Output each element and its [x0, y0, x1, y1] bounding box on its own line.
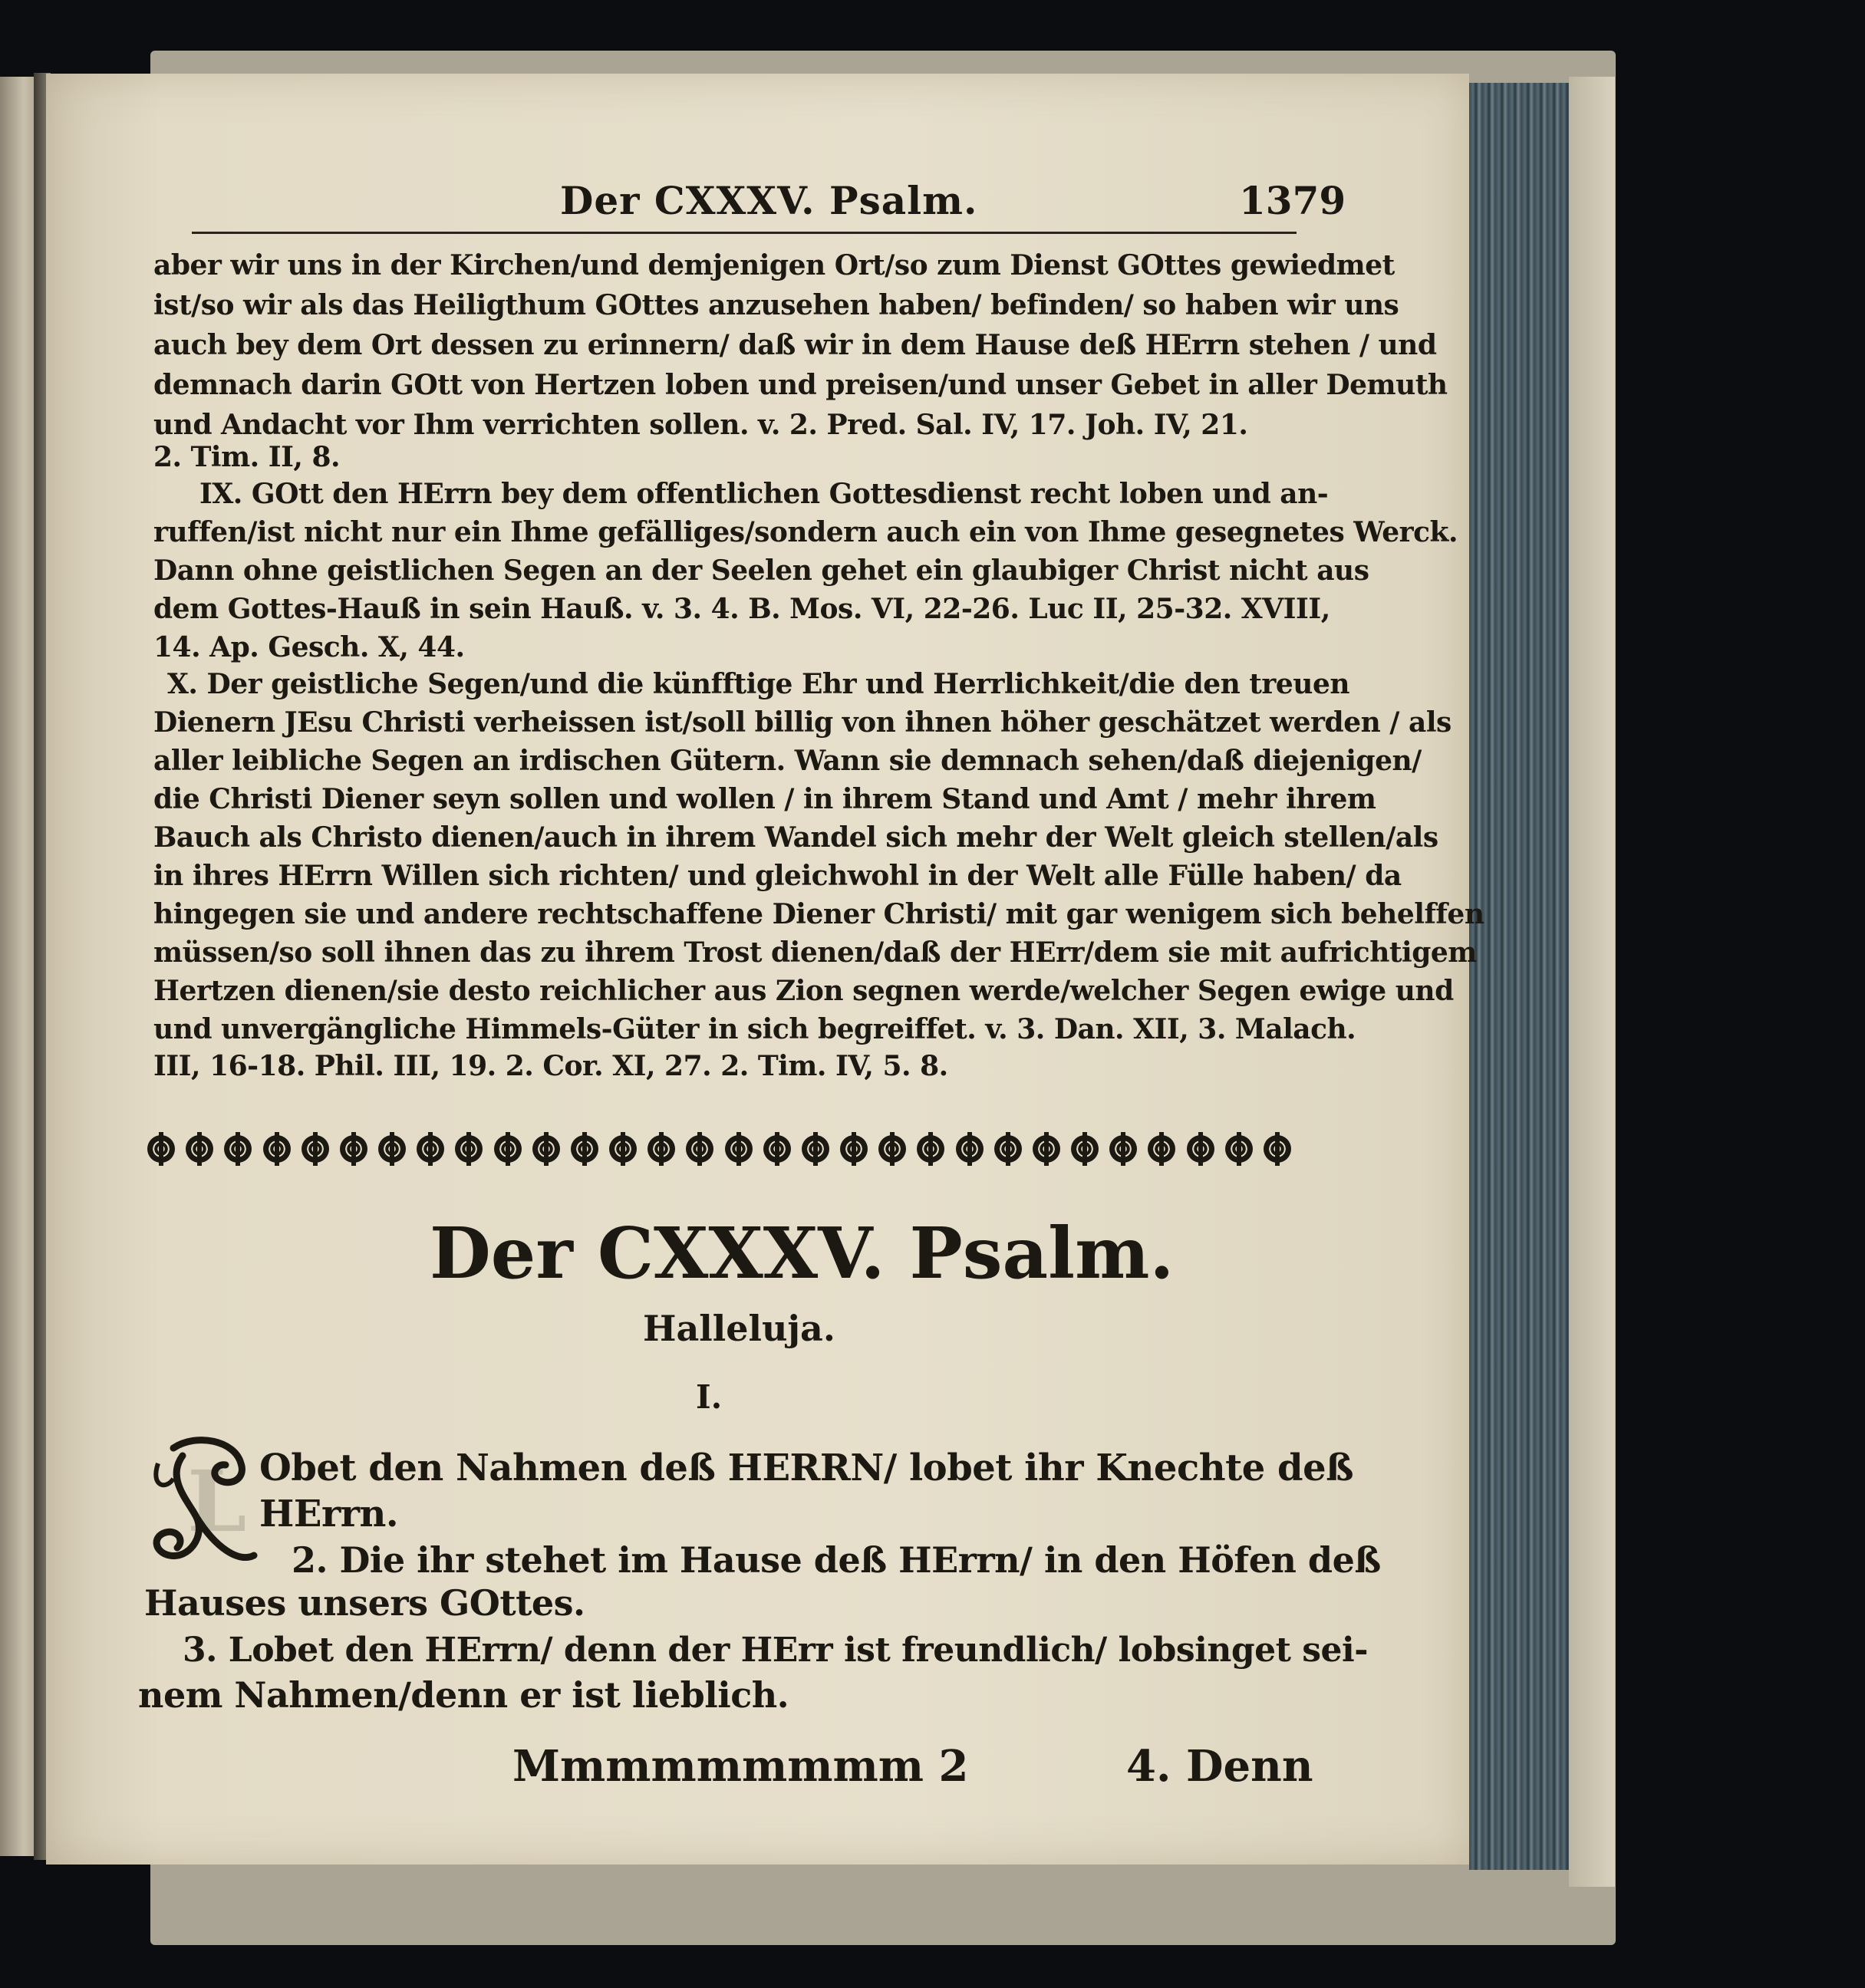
- flower-ornament-icon: [839, 1134, 869, 1164]
- text-line: demnach darin GOtt von Hertzen loben und preisen/und unser Gebet in aller Demuth: [153, 369, 1448, 401]
- text-line: X. Der geistliche Segen/und die künfftige Ehr und Herrlichkeit/die den treuen: [167, 668, 1350, 700]
- text-line: hingegen sie und andere rechtschaffene Diener Christi/ mit gar wenigem sich behelffen: [153, 898, 1484, 930]
- flower-ornament-icon: [1224, 1134, 1254, 1164]
- verse-line: nem Nahmen/denn er ist lieblich.: [138, 1674, 789, 1716]
- text-line: III, 16-18. Phil. III, 19. 2. Cor. XI, 27. 2. Tim. IV, 5. 8.: [153, 1050, 948, 1082]
- text-line: aber wir uns in der Kirchen/und demjenigen Ort/so zum Dienst GOttes gewiedmet: [153, 249, 1395, 281]
- catchword: 4. Denn: [1126, 1741, 1313, 1792]
- flower-ornament-icon: [1031, 1134, 1062, 1164]
- flower-ornament-icon: [146, 1134, 176, 1164]
- previous-page-edge: [0, 77, 34, 1856]
- signature-mark: Mmmmmmmmm 2: [512, 1741, 969, 1792]
- flower-ornament-icon: [222, 1134, 253, 1164]
- text-line: Dann ohne geistlichen Segen an der Seelen gehet ein glaubiger Christ nicht aus: [153, 555, 1369, 587]
- flower-ornament-icon: [1262, 1134, 1293, 1164]
- text-line: auch bey dem Ort dessen zu erinnern/ daß wir in dem Hause deß HErrn stehen / und: [153, 329, 1437, 361]
- flower-ornament-icon: [569, 1134, 600, 1164]
- text-line: dem Gottes-Hauß in sein Hauß. v. 3. 4. B. Mos. VI, 22-26. Luc II, 25-32. XVIII,: [153, 593, 1330, 625]
- flower-ornament-icon: [1069, 1134, 1100, 1164]
- verse-line: Hauses unsers GOttes.: [144, 1582, 585, 1624]
- text-line: 14. Ap. Gesch. X, 44.: [153, 631, 465, 663]
- flower-ornament-icon: [300, 1134, 331, 1164]
- flower-ornament-icon: [262, 1134, 292, 1164]
- flower-ornament-icon: [993, 1134, 1023, 1164]
- flower-ornament-icon: [800, 1134, 831, 1164]
- text-line: ist/so wir als das Heiligthum GOttes anzusehen haben/ befinden/ so haben wir uns: [153, 289, 1399, 321]
- text-line: und unvergängliche Himmels-Güter in sich begreiffet. v. 3. Dan. XII, 3. Malach.: [153, 1013, 1356, 1045]
- text-line: Dienern JEsu Christi verheissen ist/soll billig von ihnen höher geschätzet werden / als: [153, 706, 1451, 739]
- verse-line: HErrn.: [259, 1493, 399, 1535]
- running-head: [192, 178, 1346, 227]
- verse-marker: I.: [696, 1378, 723, 1416]
- flower-ornament-icon: [723, 1134, 754, 1164]
- page-number: 1379: [1239, 178, 1346, 223]
- text-line: IX. GOtt den HErrn bey dem offentlichen Gottesdienst recht loben und an-: [199, 478, 1329, 510]
- flower-ornament-icon: [646, 1134, 677, 1164]
- running-title: Der CXXXV. Psalm.: [560, 178, 978, 223]
- flower-ornament-icon: [377, 1134, 407, 1164]
- page-block-fore-edge: [1469, 83, 1569, 1870]
- flower-ornament-icon: [877, 1134, 908, 1164]
- cover-edge: [1569, 77, 1615, 1887]
- flower-ornament-icon: [1185, 1134, 1216, 1164]
- ornament-border: [146, 1126, 1293, 1172]
- flower-ornament-icon: [684, 1134, 715, 1164]
- flower-ornament-icon: [762, 1134, 792, 1164]
- psalm-subtitle: Halleluja.: [643, 1308, 835, 1349]
- text-line: ruffen/ist nicht nur ein Ihme gefälliges/sondern auch ein von Ihme gesegnetes Werck.: [153, 516, 1458, 548]
- text-line: in ihres HErrn Willen sich richten/ und gleichwohl in der Welt alle Fülle haben/ da: [153, 860, 1402, 892]
- text-line: Hertzen dienen/sie desto reichlicher aus Zion segnen werde/welcher Segen ewige und: [153, 975, 1454, 1007]
- flower-ornament-icon: [493, 1134, 523, 1164]
- flower-ornament-icon: [608, 1134, 638, 1164]
- flower-ornament-icon: [915, 1134, 946, 1164]
- psalm-title: Der CXXXV. Psalm.: [430, 1212, 1175, 1295]
- dropcap-l-icon: [143, 1433, 258, 1578]
- text-line: aller leibliche Segen an irdischen Gütern. Wann sie demnach sehen/daß diejenigen/: [153, 745, 1422, 777]
- verse-line: Obet den Nahmen deß HERRN/ lobet ihr Knechte deß: [259, 1447, 1354, 1489]
- flower-ornament-icon: [954, 1134, 985, 1164]
- flower-ornament-icon: [184, 1134, 215, 1164]
- text-line: die Christi Diener seyn sollen und wollen / in ihrem Stand und Amt / mehr ihrem: [153, 783, 1376, 815]
- flower-ornament-icon: [453, 1134, 484, 1164]
- dropcap-letter: L: [187, 1452, 247, 1551]
- text-line: und Andacht vor Ihm verrichten sollen. v. 2. Pred. Sal. IV, 17. Joh. IV, 21.: [153, 409, 1248, 441]
- flower-ornament-icon: [415, 1134, 446, 1164]
- flower-ornament-icon: [1146, 1134, 1177, 1164]
- text-line: 2. Tim. II, 8.: [153, 441, 341, 473]
- text-line: Bauch als Christo dienen/auch in ihrem Wandel sich mehr der Welt gleich stellen/als: [153, 821, 1438, 854]
- verse-line: 3. Lobet den HErrn/ denn der HErr ist freundlich/ lobsinget sei-: [183, 1631, 1368, 1670]
- header-rule: [192, 232, 1297, 234]
- verse-line: 2. Die ihr stehet im Hause deß HErrn/ in den Höfen deß: [292, 1539, 1381, 1581]
- flower-ornament-icon: [338, 1134, 369, 1164]
- text-line: müssen/so soll ihnen das zu ihrem Trost dienen/daß der HErr/dem sie mit aufrichtigem: [153, 936, 1477, 969]
- flower-ornament-icon: [1108, 1134, 1138, 1164]
- flower-ornament-icon: [531, 1134, 562, 1164]
